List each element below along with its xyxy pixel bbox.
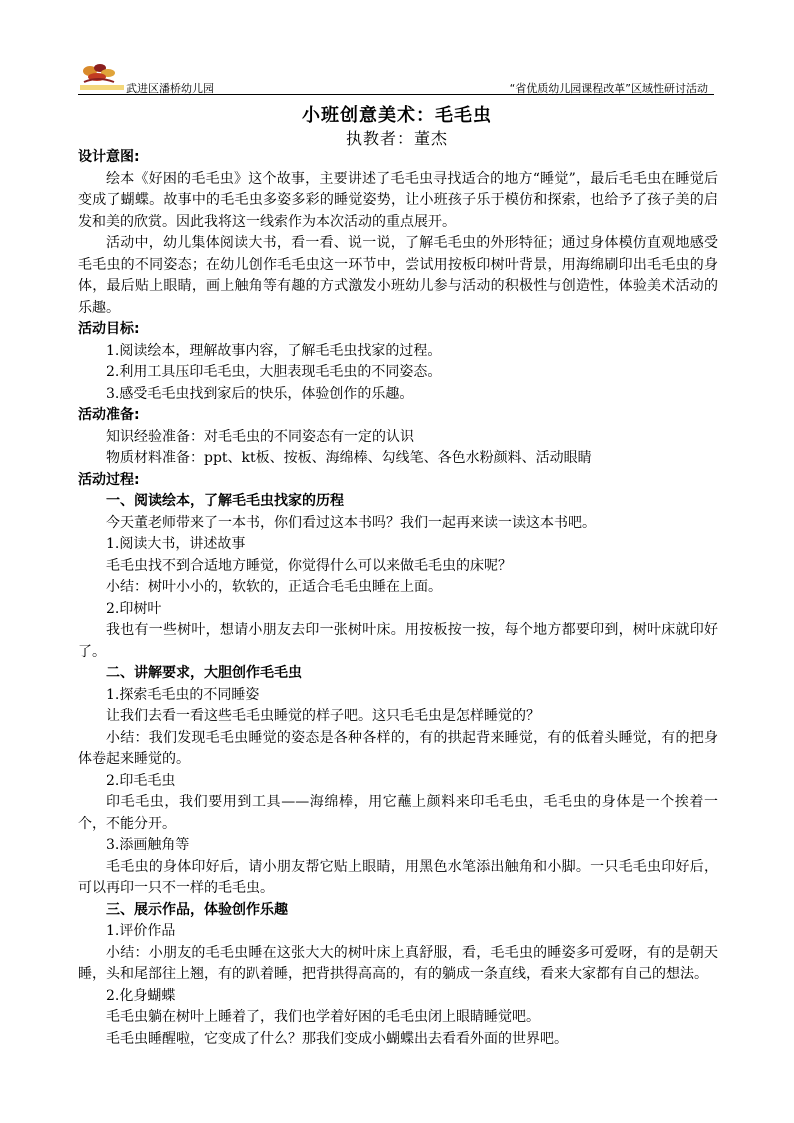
part3-summary: 小结：小朋友的毛毛虫睡在这张大大的树叶床上真舒服，看，毛毛虫的睡姿多可爱呀，有的是朝天睡，头和尾部往上翘，有的趴着睡，把背拱得高高的，有的躺成一条直线，看来大家都有自己的想法。 [78, 944, 718, 982]
part3-subheading: 2.化身蝴蝶 [106, 987, 176, 1004]
intent-paragraph-1: 绘本《好困的毛毛虫》这个故事，主要讲述了毛毛虫寻找适合的地方“睡觉”，最后毛毛虫在睡觉后变成了蝴蝶。故事中的毛毛虫多姿多彩的睡觉姿势，让小班孩子乐于模仿和探索，也给予了孩子美的启发和美的欣赏。因此我将这一线索作为本次活动的重点展开。 [78, 170, 718, 230]
part3-subheading: 1.评价作品 [106, 923, 176, 939]
part1-paragraph: 毛毛虫找不到合适地方睡觉，你觉得什么可以来做毛毛虫的床呢？ [106, 557, 512, 574]
prep-heading: 活动准备: [78, 407, 140, 423]
part2-paragraph: 让我们去看一看这些毛毛虫睡觉的样子吧。这只毛毛虫是怎样睡觉的？ [106, 708, 540, 724]
part2-subheading: 2.印毛毛虫 [106, 772, 176, 789]
part3-paragraph: 毛毛虫躺在树叶上睡着了，我们也学着好困的毛毛虫闭上眼睛睡觉吧。 [106, 1009, 540, 1025]
author-line: 执教者：董杰 [345, 129, 448, 148]
part1-subheading: 2.印树叶 [106, 600, 162, 617]
page-header [78, 58, 714, 95]
part2-summary: 小结：我们发现毛毛虫睡觉的姿态是各种各样的，有的拱起背来睡觉，有的低着头睡觉，有的把身体卷起来睡觉的。 [78, 729, 718, 767]
intent-paragraph-2: 活动中，幼儿集体阅读大书，看一看、说一说，了解毛毛虫的外形特征；通过身体模仿直观地感受毛毛虫的不同姿态；在幼儿创作毛毛虫这一环节中，尝试用按板印树叶背景，用海绵刷印出毛毛虫的身体，最后贴上眼睛，画上触角等有趣的方式激发小班幼儿参与活动的积极性与创造性，体验美术活动的乐趣。 [78, 235, 718, 316]
process-heading: 活动过程: [78, 471, 140, 488]
part1-heading: 一、阅读绘本，了解毛毛虫找家的历程 [106, 493, 344, 509]
part1-summary: 小结：树叶小小的，软软的，正适合毛毛虫睡在上面。 [106, 579, 442, 595]
part2-paragraph: 印毛毛虫，我们要用到工具——海绵棒，用它蘸上颜料来印毛毛虫，毛毛虫的身体是一个挨着一个，不能分开。 [78, 794, 718, 832]
part2-subheading: 3.添画触角等 [106, 837, 190, 853]
goal-item: 1.阅读绘本，理解故事内容，了解毛毛虫找家的过程。 [106, 342, 442, 359]
goal-item: 3.感受毛毛虫找到家后的快乐，体验创作的乐趣。 [106, 385, 414, 402]
school-name: 武进区潘桥幼儿园 [126, 82, 214, 95]
part3-heading: 三、展示作品，体验创作乐趣 [106, 901, 288, 918]
goal-item: 2.利用工具压印毛毛虫，大胆表现毛毛虫的不同姿态。 [106, 364, 442, 380]
part2-paragraph: 毛毛虫的身体印好后，请小朋友帮它贴上眼睛，用黑色水笔添出触角和小脚。一只毛毛虫印好后，可以再印一只不一样的毛毛虫。 [78, 858, 718, 896]
part1-paragraph: 今天董老师带来了一本书，你们看过这本书吗？我们一起再来读一读这本书吧。 [106, 514, 596, 531]
part3-paragraph: 毛毛虫睡醒啦，它变成了什么？那我们变成小蝴蝶出去看看外面的世界吧。 [106, 1030, 568, 1047]
document-title: 小班创意美术：毛毛虫 [302, 105, 492, 126]
part1-subheading: 1.阅读大书，讲述故事 [106, 536, 246, 552]
goals-heading: 活动目标: [78, 321, 140, 337]
intent-heading: 设计意图: [78, 149, 140, 165]
school-logo [78, 60, 128, 92]
document-body [78, 147, 718, 1050]
part2-heading: 二、讲解要求，大胆创作毛毛虫 [106, 665, 302, 681]
part1-paragraph: 我也有一些树叶，想请小朋友去印一张树叶床。用按板按一按，每个地方都要印到，树叶床就印好了。 [78, 622, 718, 660]
part2-subheading: 1.探索毛毛虫的不同睡姿 [106, 686, 260, 703]
prep-item: 物质材料准备：ppt、kt板、按板、海绵棒、勾线笔、各色水粉颜料、活动眼睛 [106, 450, 592, 466]
prep-item: 知识经验准备：对毛毛虫的不同姿态有一定的认识 [106, 428, 414, 445]
event-name: “省优质幼儿园课程改革”区域性研讨活动 [509, 82, 708, 95]
